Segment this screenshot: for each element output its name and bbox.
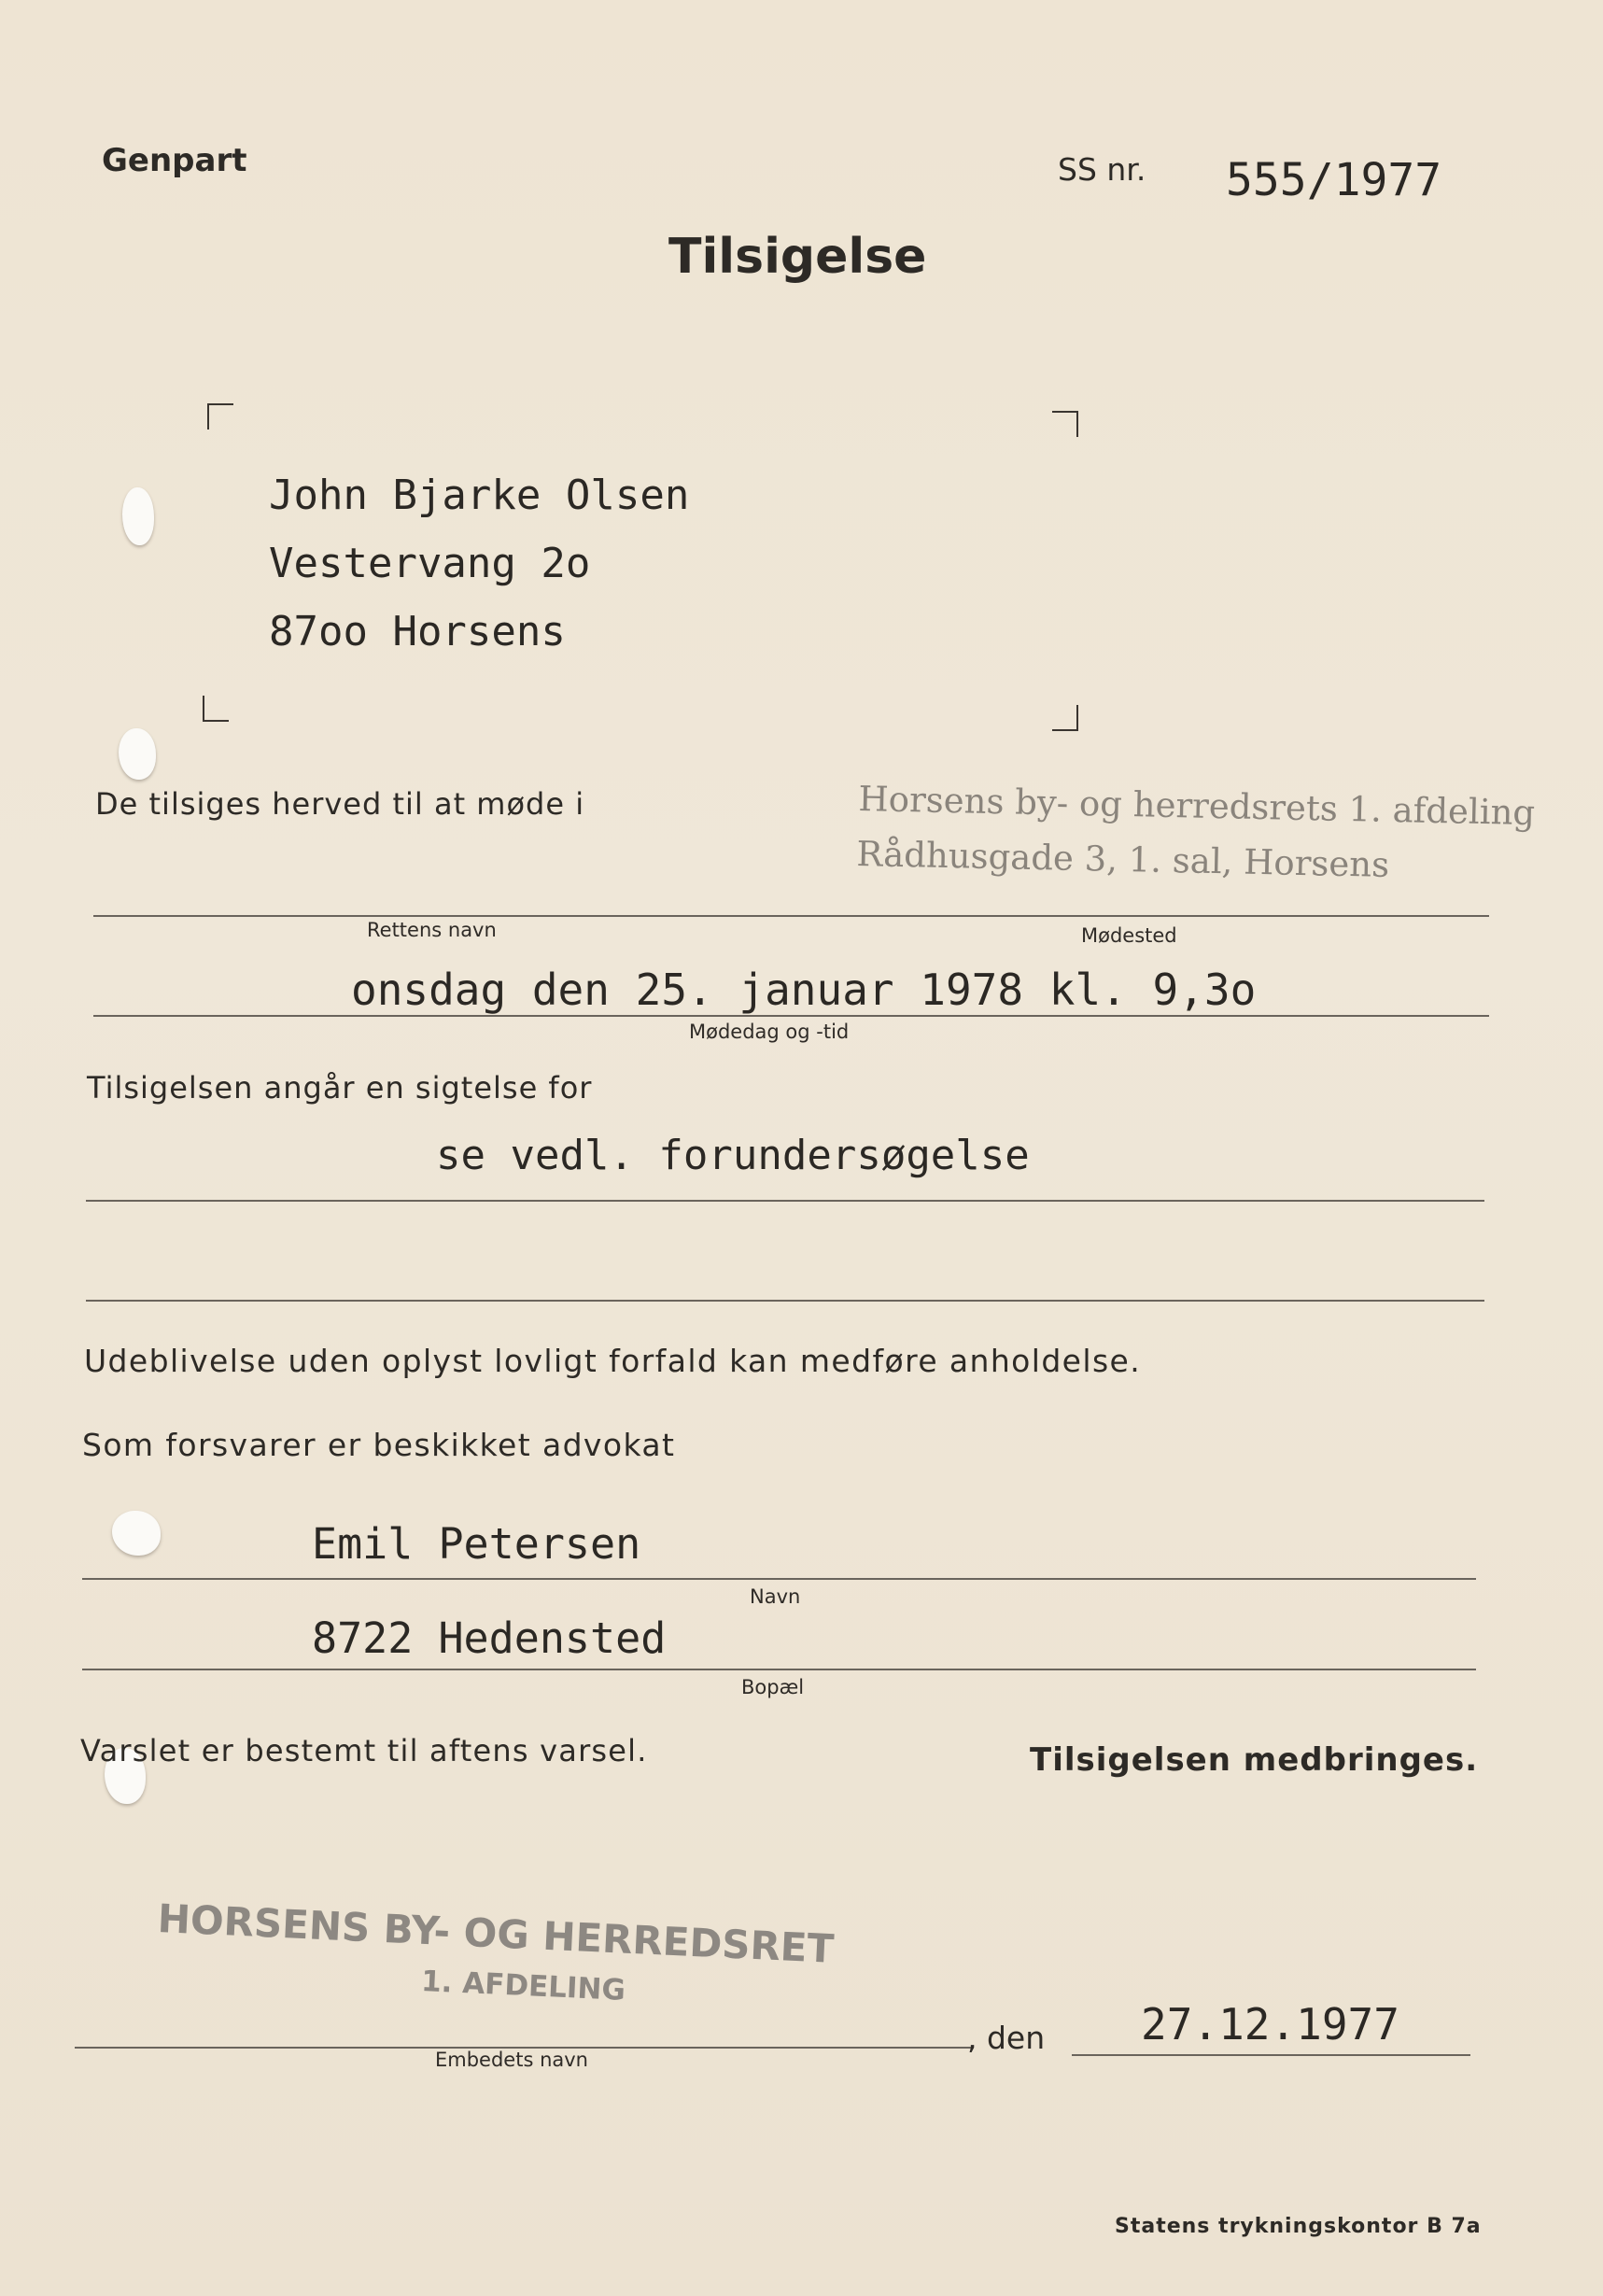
court-name-caption: Rettens navn [367, 919, 497, 941]
recipient-name: John Bjarke Olsen [269, 472, 690, 519]
address-corner-mark [1052, 411, 1078, 437]
absence-warning: Udeblivelse uden oplyst lovligt forfald kan medføre anholdelse. [84, 1343, 1142, 1379]
defender-residence-line [82, 1669, 1476, 1670]
defender-name-line [82, 1578, 1476, 1580]
court-stamp-line1: Horsens by- og herredsrets 1. afdeling [858, 779, 1536, 834]
recipient-city: 87oo Horsens [269, 608, 566, 655]
summons-intro: De tilsiges herved til at møde i [95, 786, 585, 822]
datetime-caption: Mødedag og -tid [689, 1021, 850, 1043]
defender-residence-caption: Bopæl [741, 1676, 805, 1698]
defender-name: Emil Petersen [312, 1519, 641, 1569]
punch-hole [122, 487, 154, 545]
copy-label: Genpart [102, 142, 247, 179]
bring-notice: Tilsigelsen medbringes. [1030, 1741, 1479, 1779]
charge-line-2 [86, 1300, 1484, 1302]
signature-date: 27.12.1977 [1141, 1999, 1399, 2049]
meeting-datetime: onsdag den 25. januar 1978 kl. 9,3o [351, 965, 1257, 1015]
charge-line [86, 1200, 1484, 1202]
address-corner-mark [203, 696, 229, 722]
office-caption: Embedets navn [435, 2049, 588, 2071]
case-label: SS nr. [1058, 151, 1146, 188]
defender-name-caption: Navn [750, 1585, 801, 1608]
notice-period: Varslet er bestemt til aftens varsel. [80, 1733, 648, 1768]
date-line [1072, 2054, 1470, 2056]
venue-caption: Mødested [1081, 924, 1177, 947]
court-stamp-line2: Rådhusgade 3, 1. sal, Horsens [856, 834, 1390, 885]
court-line [93, 915, 1489, 917]
page-title: Tilsigelse [668, 229, 927, 285]
charge-intro: Tilsigelsen angår en sigtelse for [87, 1070, 593, 1106]
datetime-line [93, 1015, 1489, 1017]
punch-hole [112, 1511, 161, 1556]
printer-mark: Statens trykningskontor B 7a [1115, 2215, 1482, 2238]
address-corner-mark [207, 403, 233, 430]
defender-intro: Som forsvarer er beskikket advokat [82, 1427, 676, 1463]
case-number: 555/1977 [1226, 154, 1442, 206]
charge-text: se vedl. forundersøgelse [436, 1132, 1030, 1179]
recipient-street: Vestervang 2o [269, 540, 591, 587]
punch-hole [119, 728, 156, 780]
office-stamp-line1: HORSENS BY- OG HERREDSRET [156, 1895, 836, 1972]
date-prefix: , den [967, 2020, 1046, 2056]
address-corner-mark [1052, 705, 1078, 731]
defender-residence: 8722 Hedensted [312, 1613, 667, 1663]
office-stamp-line2: 1. AFDELING [420, 1965, 626, 2007]
